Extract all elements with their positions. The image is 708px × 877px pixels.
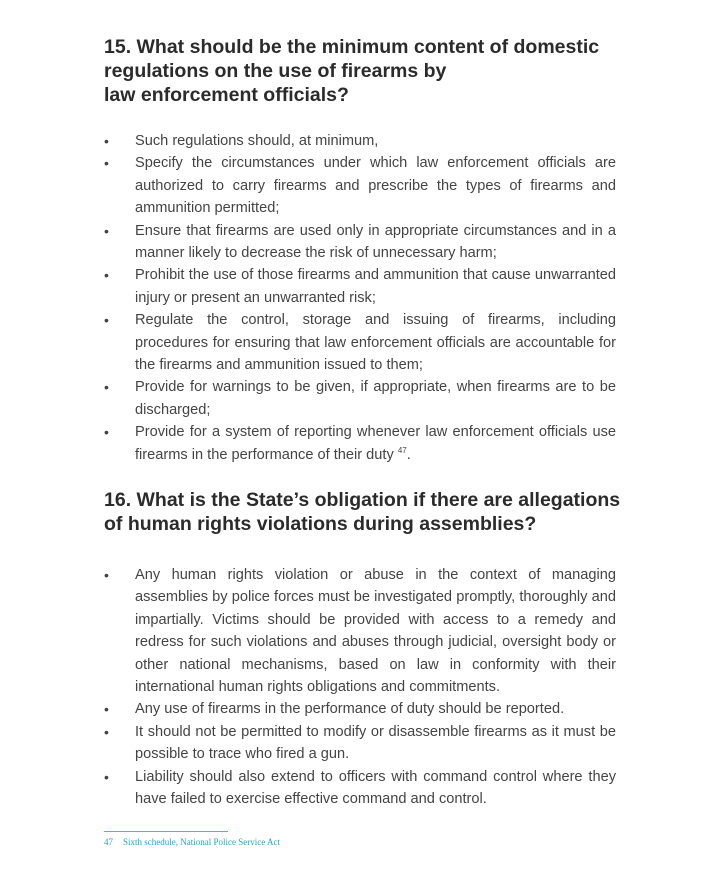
list-item <box>104 264 616 309</box>
list-item <box>104 698 616 720</box>
list-item-suffix: . <box>406 446 411 463</box>
bullet-icon: • <box>104 133 109 149</box>
heading-line: law enforcement officials? <box>104 84 349 106</box>
list-item <box>104 309 616 376</box>
footnote-divider <box>104 831 228 832</box>
bullet-icon: • <box>104 155 109 172</box>
list-item <box>104 130 616 152</box>
bullet-icon: • <box>104 267 109 284</box>
list-item <box>104 152 616 219</box>
list-item-text: Prohibit the use of those firearms and ammunition that cause unwarranted injury or present an unwarranted risk; <box>135 267 616 306</box>
list-item-text: Provide for warnings to be given, if appropriate, when firearms are to be discharged; <box>135 379 616 418</box>
list-item-text: Liability should also extend to officers with command control where they have failed to exercise effective command and control. <box>135 768 616 808</box>
bullet-icon: • <box>104 222 109 239</box>
list-item-text: It should not be permitted to modify or disassemble firearms as it must be possible to trace who fired a gun. <box>135 723 616 763</box>
footnote-ref[interactable]: 47 <box>397 445 407 455</box>
list-item <box>104 220 616 265</box>
section-15-list <box>104 130 616 466</box>
section-16-heading <box>104 488 644 536</box>
heading-line: 16. What is the State’s obligation if there are allegations <box>104 489 621 511</box>
list-item-text: Any human rights violation or abuse in the context of managing assemblies by police forces must be investigated promptly, thoroughly and impartially. Victims should be provided with access to a remedy and redress for such violations and abuses through judicial, oversight body or other national mechanisms, based on law in conformity with their international human rights obligations and commitments. <box>135 567 616 696</box>
heading-line: 15. What should be the minimum content of domestic <box>104 36 600 58</box>
list-item-text: Provide for a system of reporting whenever law enforcement officials use firearms in the performance of their duty <box>135 424 616 463</box>
list-item <box>104 564 616 698</box>
footnote-number: 47 <box>104 837 113 847</box>
list-item-text: Such regulations should, at minimum, <box>135 133 379 149</box>
footnote <box>104 837 280 847</box>
bullet-icon: • <box>104 723 109 740</box>
section-15-heading <box>104 35 644 107</box>
list-item-text: Regulate the control, storage and issuing of firearms, including procedures for ensuring that law enforcement officials are accountable for the firearms and ammunition issued to them; <box>135 312 616 374</box>
list-item-text: Ensure that firearms are used only in appropriate circumstances and in a manner likely to decrease the risk of unnecessary harm; <box>135 222 616 262</box>
list-item <box>104 721 616 766</box>
bullet-icon: • <box>104 701 109 718</box>
bullet-icon: • <box>104 567 109 583</box>
bullet-icon: • <box>104 312 109 329</box>
section-16-list <box>104 564 616 810</box>
bullet-icon: • <box>104 424 109 441</box>
list-item <box>104 766 616 811</box>
bullet-icon: • <box>104 768 109 785</box>
footnote-text: Sixth schedule, National Police Service Act <box>123 837 280 847</box>
heading-line: of human rights violations during assemblies? <box>104 513 537 535</box>
bullet-icon: • <box>104 379 109 396</box>
heading-line: regulations on the use of firearms by <box>104 60 447 82</box>
list-item-text: Any use of firearms in the performance of duty should be reported. <box>135 701 565 718</box>
list-item <box>104 376 616 421</box>
list-item <box>104 421 616 466</box>
list-item-text: Specify the circumstances under which law enforcement officials are authorized to carry firearms and prescribe the types of firearms and ammunition permitted; <box>135 155 616 217</box>
